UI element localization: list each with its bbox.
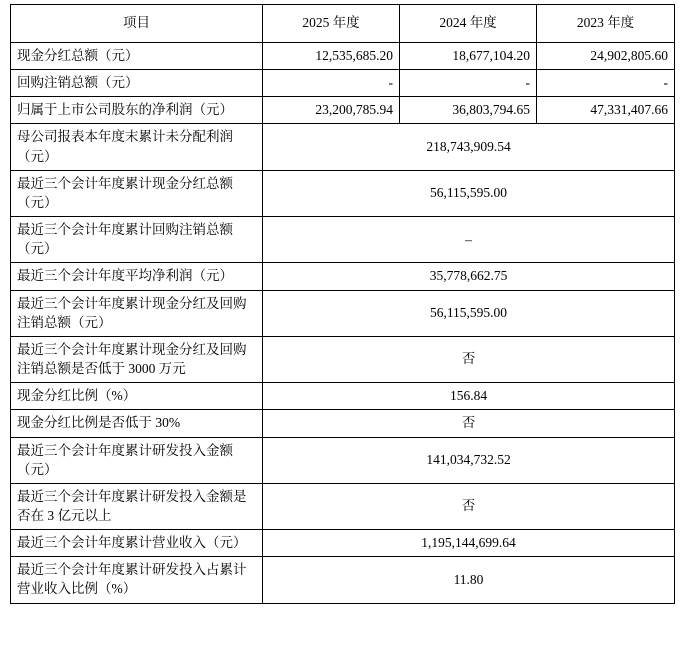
table-row [11, 263, 675, 290]
column-header-item: 项目 [11, 5, 263, 43]
row-label: 最近三个会计年度累计研发投入金额是否在 3 亿元以上 [11, 483, 263, 529]
table-row [11, 336, 675, 382]
row-label: 最近三个会计年度累计研发投入占累计营业收入比例（%） [11, 557, 263, 603]
row-label: 最近三个会计年度累计现金分红及回购注销总额是否低于 3000 万元 [11, 336, 263, 382]
table-row [11, 217, 675, 263]
row-label: 最近三个会计年度累计现金分红及回购注销总额（元） [11, 290, 263, 336]
dividend-summary-table [10, 4, 675, 604]
table-row [11, 437, 675, 483]
table-row [11, 43, 675, 70]
table-row [11, 410, 675, 437]
column-header-fy2025: 2025 年度 [263, 5, 400, 43]
row-label: 最近三个会计年度累计研发投入金额（元） [11, 437, 263, 483]
row-value-fy2025: - [263, 70, 400, 97]
table-header-row [11, 5, 675, 43]
row-label: 最近三个会计年度平均净利润（元） [11, 263, 263, 290]
row-value-fy2023: - [537, 70, 675, 97]
row-value-merged: 否 [263, 410, 675, 437]
row-value-merged: 218,743,909.54 [263, 124, 675, 170]
row-value-merged: 1,195,144,699.64 [263, 530, 675, 557]
table-row [11, 530, 675, 557]
row-label: 最近三个会计年度累计营业收入（元） [11, 530, 263, 557]
row-label: 现金分红比例（%） [11, 383, 263, 410]
row-value-merged: 35,778,662.75 [263, 263, 675, 290]
table-row [11, 97, 675, 124]
row-value-fy2024: 36,803,794.65 [400, 97, 537, 124]
column-header-fy2024: 2024 年度 [400, 5, 537, 43]
row-value-fy2024: 18,677,104.20 [400, 43, 537, 70]
row-value-merged: – [263, 217, 675, 263]
row-label: 现金分红比例是否低于 30% [11, 410, 263, 437]
table-body [11, 43, 675, 604]
row-value-merged: 141,034,732.52 [263, 437, 675, 483]
row-value-merged: 否 [263, 336, 675, 382]
row-label: 母公司报表本年度末累计未分配利润（元） [11, 124, 263, 170]
row-value-fy2024: - [400, 70, 537, 97]
row-value-fy2023: 24,902,805.60 [537, 43, 675, 70]
row-label: 现金分红总额（元） [11, 43, 263, 70]
row-value-merged: 11.80 [263, 557, 675, 603]
table-header [11, 5, 675, 43]
table-row [11, 124, 675, 170]
row-value-merged: 否 [263, 483, 675, 529]
table-row [11, 290, 675, 336]
table-row [11, 170, 675, 216]
table-row [11, 483, 675, 529]
row-label: 回购注销总额（元） [11, 70, 263, 97]
table-row [11, 383, 675, 410]
row-value-merged: 56,115,595.00 [263, 170, 675, 216]
table-row [11, 70, 675, 97]
row-label: 最近三个会计年度累计回购注销总额（元） [11, 217, 263, 263]
row-value-fy2023: 47,331,407.66 [537, 97, 675, 124]
column-header-fy2023: 2023 年度 [537, 5, 675, 43]
row-value-fy2025: 12,535,685.20 [263, 43, 400, 70]
table-row [11, 557, 675, 603]
row-label: 归属于上市公司股东的净利润（元） [11, 97, 263, 124]
row-value-merged: 56,115,595.00 [263, 290, 675, 336]
row-value-fy2025: 23,200,785.94 [263, 97, 400, 124]
row-label: 最近三个会计年度累计现金分红总额（元） [11, 170, 263, 216]
row-value-merged: 156.84 [263, 383, 675, 410]
